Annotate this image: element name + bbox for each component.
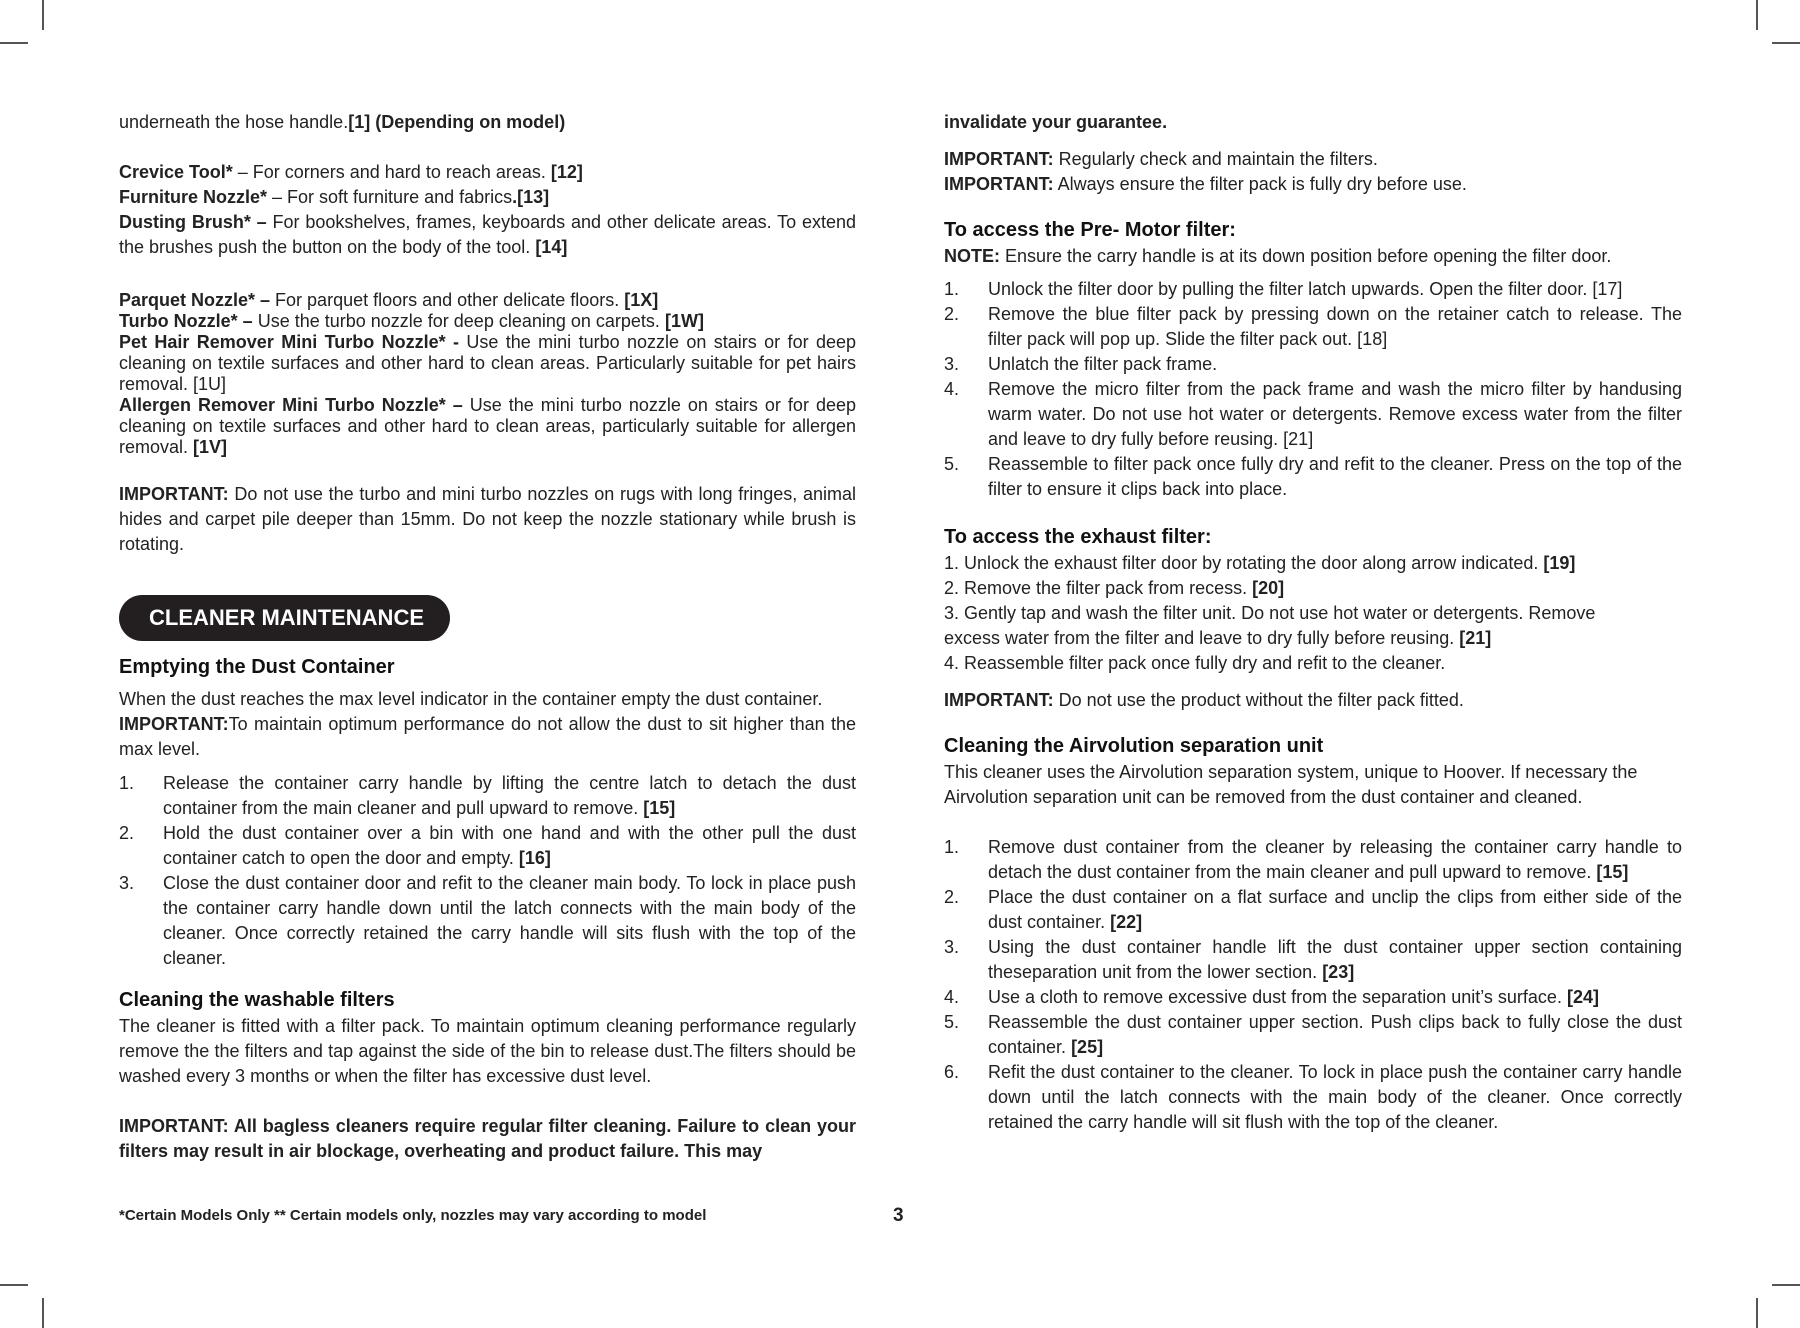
list-item: 6. Refit the dust container to the cleaner. To lock in place push the container carry handle down until the latch connects with the main body of the cleaner. Once correctly retained the carry handle will sit flush with the top of the cleaner. bbox=[944, 1062, 1682, 1132]
airvolution-intro: This cleaner uses the Airvolution separation system, unique to Hoover. If necessary the Airvolution separation unit can be removed from the dust container and cleaned. bbox=[944, 762, 1638, 807]
furniture-nozzle-entry: Furniture Nozzle* – For soft furniture and fabrics.[13] bbox=[119, 187, 550, 207]
premotor-steps-list bbox=[944, 277, 1682, 502]
list-item: 3. Close the dust container door and refit to the cleaner main body. To lock in place push the container carry handle down until the latch connects with the main body of the cleaner. Once correctly retained the carry handle will sits flush with the top of the cleaner. bbox=[119, 873, 856, 968]
dust-steps-list bbox=[119, 771, 856, 971]
dusting-brush-entry: Dusting Brush* – For bookshelves, frames, keyboards and other delicate areas. To extend the brushes push the button on the body of the tool. [14] bbox=[119, 212, 856, 257]
exhaust-step: 1. Unlock the exhaust filter door by rotating the door along arrow indicated. [19] bbox=[944, 553, 1576, 573]
crop-mark bbox=[1772, 42, 1800, 44]
filters-heading: Cleaning the washable filters bbox=[119, 989, 395, 1011]
important-check-filters: IMPORTANT: Regularly check and maintain the filters. bbox=[944, 149, 1378, 169]
page-number: 3 bbox=[893, 1205, 904, 1226]
list-item: 4. Remove the micro filter from the pack frame and wash the micro filter by handusing warm water. Do not use hot water or detergents. Remove excess water from the filter and leave to dry fully before reusing. [21] bbox=[944, 379, 1682, 449]
list-item: 5. Reassemble to filter pack once fully dry and refit to the cleaner. Press on the top of the filter to ensure it clips back into place. bbox=[944, 454, 1682, 499]
continued-guarantee: invalidate your guarantee. bbox=[944, 112, 1168, 132]
dust-important: IMPORTANT:To maintain optimum performance do not allow the dust to sit higher than the max level. bbox=[119, 714, 856, 759]
important-filter-fitted: IMPORTANT: Do not use the product without the filter pack fitted. bbox=[944, 690, 1464, 710]
important-turbo-warning: IMPORTANT: Do not use the turbo and mini turbo nozzles on rugs with long fringes, animal hides and carpet pile deeper than 15mm. Do not keep the nozzle stationary while brush is rotating. bbox=[119, 484, 856, 554]
turbo-nozzle-entry: Turbo Nozzle* – Use the turbo nozzle for deep cleaning on carpets. [1W] bbox=[119, 311, 704, 331]
pet-hair-nozzle-entry: Pet Hair Remover Mini Turbo Nozzle* - Use the mini turbo nozzle on stairs or for deep cleaning on textile surfaces and other hard to clean areas. Particularly suitable for pet hairs removal. [1U] bbox=[119, 332, 856, 394]
exhaust-step: 4. Reassemble filter pack once fully dry and refit to the cleaner. bbox=[944, 653, 1446, 673]
list-item: 3. Unlatch the filter pack frame. bbox=[944, 354, 1218, 374]
important-dry-filters: IMPORTANT: Always ensure the filter pack is fully dry before use. bbox=[944, 174, 1467, 194]
exhaust-step: excess water from the filter and leave to dry fully before reusing. [21] bbox=[944, 628, 1492, 648]
list-item: 2. Place the dust container on a flat surface and unclip the clips from either side of the dust container. [22] bbox=[944, 887, 1682, 932]
footnote: *Certain Models Only ** Certain models only, nozzles may vary according to model bbox=[119, 1207, 707, 1224]
list-item: 1. Remove dust container from the cleaner by releasing the container carry handle to detach the dust container from the main cleaner and pull upward to remove. [15] bbox=[944, 837, 1682, 882]
filters-important: IMPORTANT: All bagless cleaners require regular filter cleaning. Failure to clean your filters may result in air blockage, overheating and product failure. This may bbox=[119, 1116, 856, 1161]
crop-mark bbox=[0, 1284, 28, 1286]
airvolution-steps-list bbox=[944, 835, 1682, 1135]
crop-mark bbox=[1756, 1298, 1758, 1328]
parquet-nozzle-entry: Parquet Nozzle* – For parquet floors and other delicate floors. [1X] bbox=[119, 290, 659, 310]
list-item: 2. Hold the dust container over a bin with one hand and with the other pull the dust container catch to open the door and empty. [16] bbox=[119, 823, 856, 868]
list-item: 1. Unlock the filter door by pulling the filter latch upwards. Open the filter door. [17] bbox=[944, 279, 1623, 299]
premotor-heading: To access the Pre- Motor filter: bbox=[944, 219, 1236, 241]
exhaust-step: 2. Remove the filter pack from recess. [20] bbox=[944, 578, 1285, 598]
crop-mark bbox=[0, 42, 28, 44]
dust-intro: When the dust reaches the max level indicator in the container empty the dust container. bbox=[119, 689, 823, 709]
list-item: 1. Release the container carry handle by lifting the centre latch to detach the dust container from the main cleaner and pull upward to remove. [15] bbox=[119, 773, 856, 818]
exhaust-step: 3. Gently tap and wash the filter unit. Do not use hot water or detergents. Remove bbox=[944, 603, 1596, 623]
exhaust-heading: To access the exhaust filter: bbox=[944, 526, 1212, 548]
filters-text: The cleaner is fitted with a filter pack. To maintain optimum cleaning performance regularly remove the the filters and tap against the side of the bin to release dust.The filters should be washed every 3 months or when the filter has excessive dust level. bbox=[119, 1016, 856, 1086]
crop-mark bbox=[42, 1298, 44, 1328]
continued-text: underneath the hose handle.[1] (Depending on model) bbox=[119, 112, 566, 132]
section-title: CLEANER MAINTENANCE bbox=[119, 595, 450, 641]
nozzle-list bbox=[119, 290, 856, 458]
list-item: 3. Using the dust container handle lift the dust container upper section containing theseparation unit from the lower section. [23] bbox=[944, 937, 1682, 982]
crop-mark bbox=[42, 0, 44, 30]
list-item: 4. Use a cloth to remove excessive dust from the separation unit’s surface. [24] bbox=[944, 987, 1599, 1007]
airvolution-heading: Cleaning the Airvolution separation unit bbox=[944, 735, 1324, 757]
list-item: 2. Remove the blue filter pack by pressing down on the retainer catch to release. The filter pack will pop up. Slide the filter pack out. [18] bbox=[944, 304, 1682, 349]
section-banner bbox=[119, 595, 856, 641]
crop-mark bbox=[1756, 0, 1758, 30]
right-column bbox=[944, 110, 1682, 1135]
left-column bbox=[119, 110, 856, 1164]
crop-mark bbox=[1772, 1284, 1800, 1286]
premotor-note: NOTE: Ensure the carry handle is at its down position before opening the filter door. bbox=[944, 246, 1612, 266]
dust-heading: Emptying the Dust Container bbox=[119, 656, 395, 678]
list-item: 5. Reassemble the dust container upper section. Push clips back to fully close the dust container. [25] bbox=[944, 1012, 1682, 1057]
allergen-nozzle-entry: Allergen Remover Mini Turbo Nozzle* – Use the mini turbo nozzle on stairs or for deep cleaning on textile surfaces and other hard to clean areas, particularly suitable for allergen removal. [1V] bbox=[119, 395, 856, 457]
crevice-tool-entry: Crevice Tool* – For corners and hard to reach areas. [12] bbox=[119, 162, 583, 182]
